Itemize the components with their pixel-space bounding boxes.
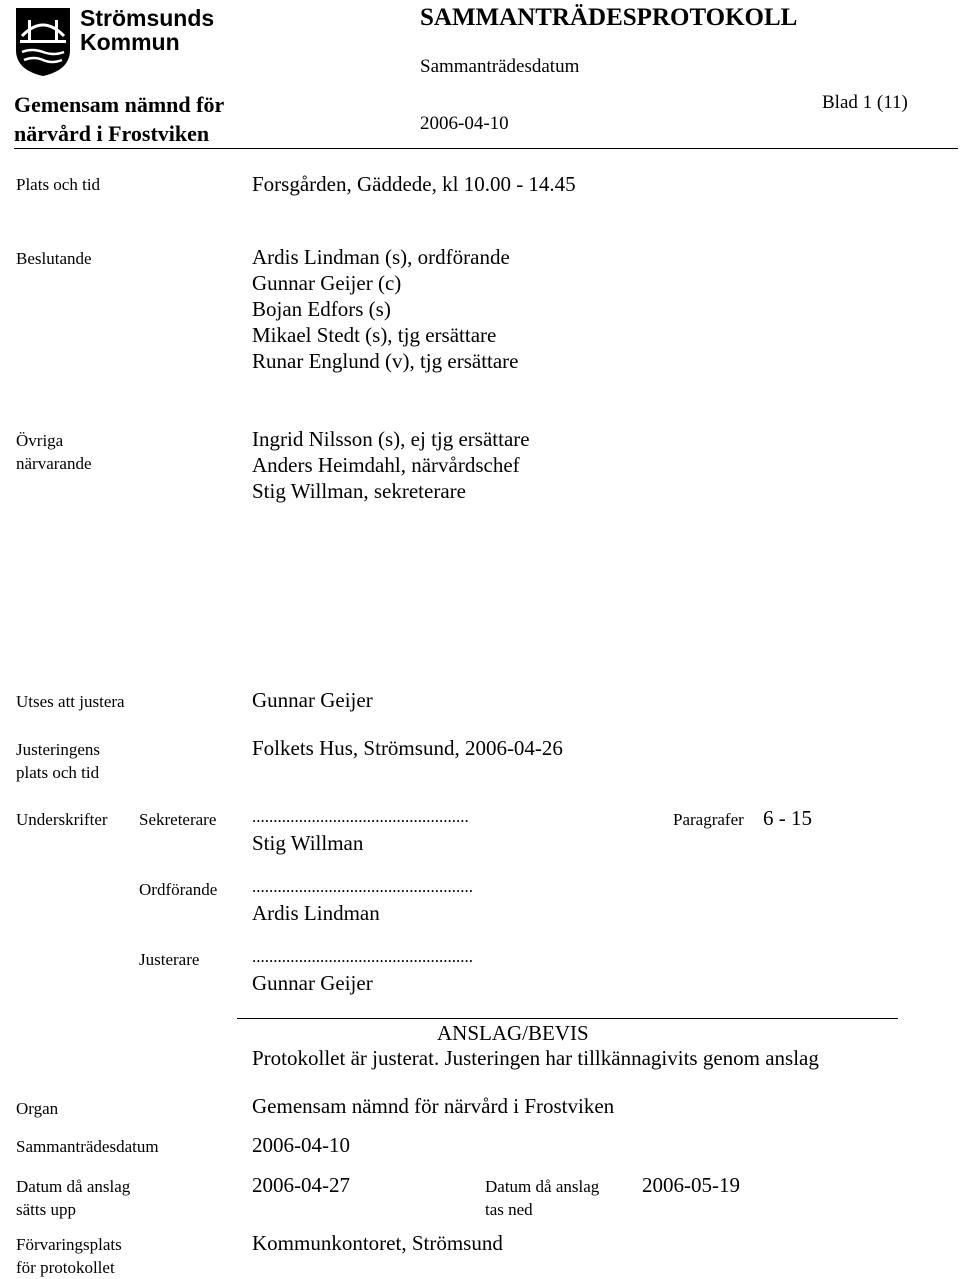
header-date-value: 2006-04-10	[420, 113, 509, 134]
deciding-label: Beslutande	[16, 249, 92, 268]
removed-label-line-2: tas ned	[485, 1200, 533, 1219]
chair-label: Ordförande	[139, 880, 218, 899]
other-attendee: Anders Heimdahl, närvårdschef	[252, 453, 520, 477]
notice-divider	[237, 1018, 898, 1019]
adjuster-name: Gunnar Geijer	[252, 971, 373, 995]
place-value: Forsgården, Gäddede, kl 10.00 - 14.45	[252, 172, 576, 196]
storage-label	[16, 1233, 122, 1279]
page-number: Blad 1 (11)	[822, 92, 908, 113]
others-list	[252, 426, 530, 504]
logo-line-1: Strömsunds	[80, 5, 215, 31]
others-label-line-2: närvarande	[16, 454, 92, 473]
adjust-place-label-line-1: Justeringens	[16, 740, 101, 759]
chair-name: Ardis Lindman	[252, 901, 380, 925]
header-divider	[14, 148, 958, 149]
appointed-value: Gunnar Geijer	[252, 688, 373, 712]
removed-label-line-1: Datum då anslag	[485, 1177, 600, 1196]
paragraphs-value: 6 - 15	[763, 806, 812, 830]
org-name-line-2: närvård i Frostviken	[14, 121, 210, 146]
chair-signature-line: ....................................................	[252, 877, 473, 896]
organ-label: Organ	[16, 1099, 59, 1118]
secretary-signature-line: ...................................................	[252, 807, 469, 826]
signatures-label: Underskrifter	[16, 810, 108, 829]
adjust-place-value: Folkets Hus, Strömsund, 2006-04-26	[252, 736, 563, 760]
other-attendee: Ingrid Nilsson (s), ej tjg ersättare	[252, 427, 530, 451]
posted-label-line-2: sätts upp	[16, 1200, 76, 1219]
storage-label-line-1: Förvaringsplats	[16, 1235, 122, 1254]
deciding-member: Gunnar Geijer (c)	[252, 271, 402, 295]
deciding-member: Ardis Lindman (s), ordförande	[252, 245, 510, 269]
deciding-member: Runar Englund (v), tjg ersättare	[252, 349, 519, 373]
appointed-label: Utses att justera	[16, 692, 125, 711]
header-date-label: Sammanträdesdatum	[420, 56, 580, 77]
notice-title: ANSLAG/BEVIS	[437, 1021, 589, 1045]
paragraphs-label: Paragrafer	[673, 810, 744, 829]
posted-value: 2006-04-27	[252, 1173, 350, 1197]
place-label: Plats och tid	[16, 175, 101, 194]
secretary-name: Stig Willman	[252, 831, 364, 855]
posted-label	[16, 1175, 130, 1221]
deciding-member: Mikael Stedt (s), tjg ersättare	[252, 323, 497, 347]
adjuster-signature-line: ....................................................	[252, 947, 473, 966]
others-label-line-1: Övriga	[16, 431, 64, 450]
posted-label-line-1: Datum då anslag	[16, 1177, 131, 1196]
municipality-emblem-icon	[14, 6, 72, 78]
organ-value: Gemensam nämnd för närvård i Frostviken	[252, 1094, 615, 1118]
others-label	[16, 429, 92, 475]
notice-date-label: Sammanträdesdatum	[16, 1137, 159, 1156]
org-name-line-1: Gemensam nämnd för	[14, 92, 225, 117]
notice-date-value: 2006-04-10	[252, 1133, 350, 1157]
adjust-place-label-line-2: plats och tid	[16, 763, 100, 782]
removed-value: 2006-05-19	[642, 1173, 740, 1197]
storage-label-line-2: för protokollet	[16, 1258, 115, 1277]
deciding-member: Bojan Edfors (s)	[252, 297, 391, 321]
storage-value: Kommunkontoret, Strömsund	[252, 1231, 503, 1255]
adjust-place-label	[16, 738, 100, 784]
deciding-list	[252, 244, 519, 374]
secretary-label: Sekreterare	[139, 810, 217, 829]
adjuster-label: Justerare	[139, 950, 200, 969]
notice-text: Protokollet är justerat. Justeringen har tillkännagivits genom anslag	[252, 1046, 819, 1070]
removed-label	[485, 1175, 599, 1221]
document-title: SAMMANTRÄDESPROTOKOLL	[420, 4, 798, 31]
other-attendee: Stig Willman, sekreterare	[252, 479, 466, 503]
logo-line-2: Kommun	[80, 29, 180, 55]
